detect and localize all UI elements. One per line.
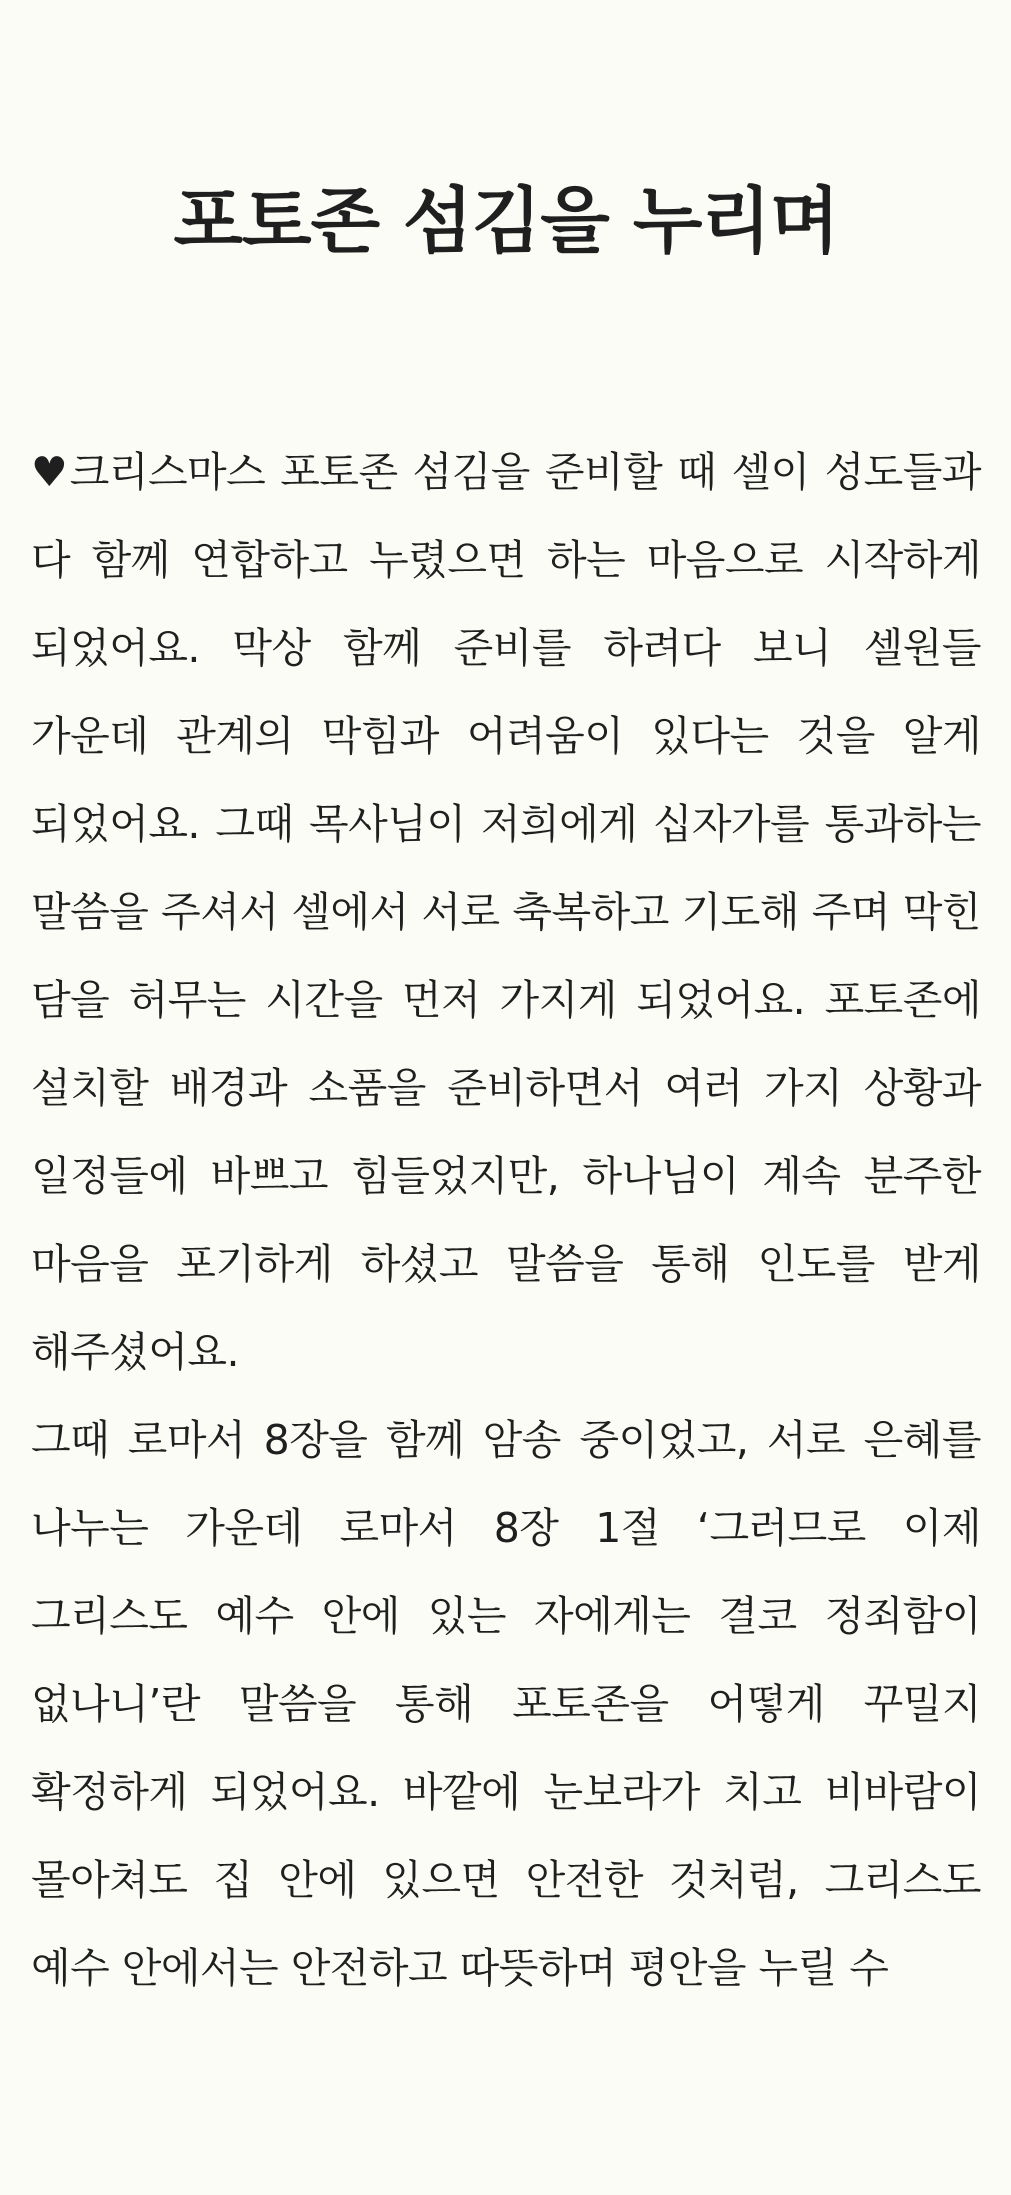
heart-icon: ♥	[31, 448, 70, 496]
article-title: 포토존 섬김을 누리며	[173, 179, 839, 263]
paragraph-2: 그때 로마서 8장을 함께 암송 중이었고, 서로 은혜를 나누는 가운데 로마서 8장 1절 ‘그러므로 이제 그리스도 예수 안에 있는 자에게는 결코 정죄함이 없나니’란 말씀을 통해 포토존을 어떻게 꾸밀지 확정하게 되었어요. 바깥에 눈보라가 치고 비바람이 몰아쳐도 집 안에 있으면 안전한 것처럼, 그리스도 예수 안에서는 안전하고 따뜻하며 평안을 누릴 수	[31, 1416, 981, 1992]
article-body	[31, 428, 981, 2012]
paragraph-1	[31, 428, 981, 1396]
paragraph-1-text: 크리스마스 포토존 섬김을 준비할 때 셀이 성도들과 다 함께 연합하고 누렸으면 하는 마음으로 시작하게 되었어요. 막상 함께 준비를 하려다 보니 셀원들 가운데 관계의 막힘과 어려움이 있다는 것을 알게 되었어요. 그때 목사님이 저희에게 십자가를 통과하는 말씀을 주셔서 셀에서 서로 축복하고 기도해 주며 막힌 담을 허무는 시간을 먼저 가지게 되었어요. 포토존에 설치할 배경과 소품을 준비하면서 여러 가지 상황과 일정들에 바쁘고 힘들었지만, 하나님이 계속 분주한 마음을 포기하게 하셨고 말씀을 통해 인도를 받게 해주셨어요.	[31, 448, 981, 1376]
